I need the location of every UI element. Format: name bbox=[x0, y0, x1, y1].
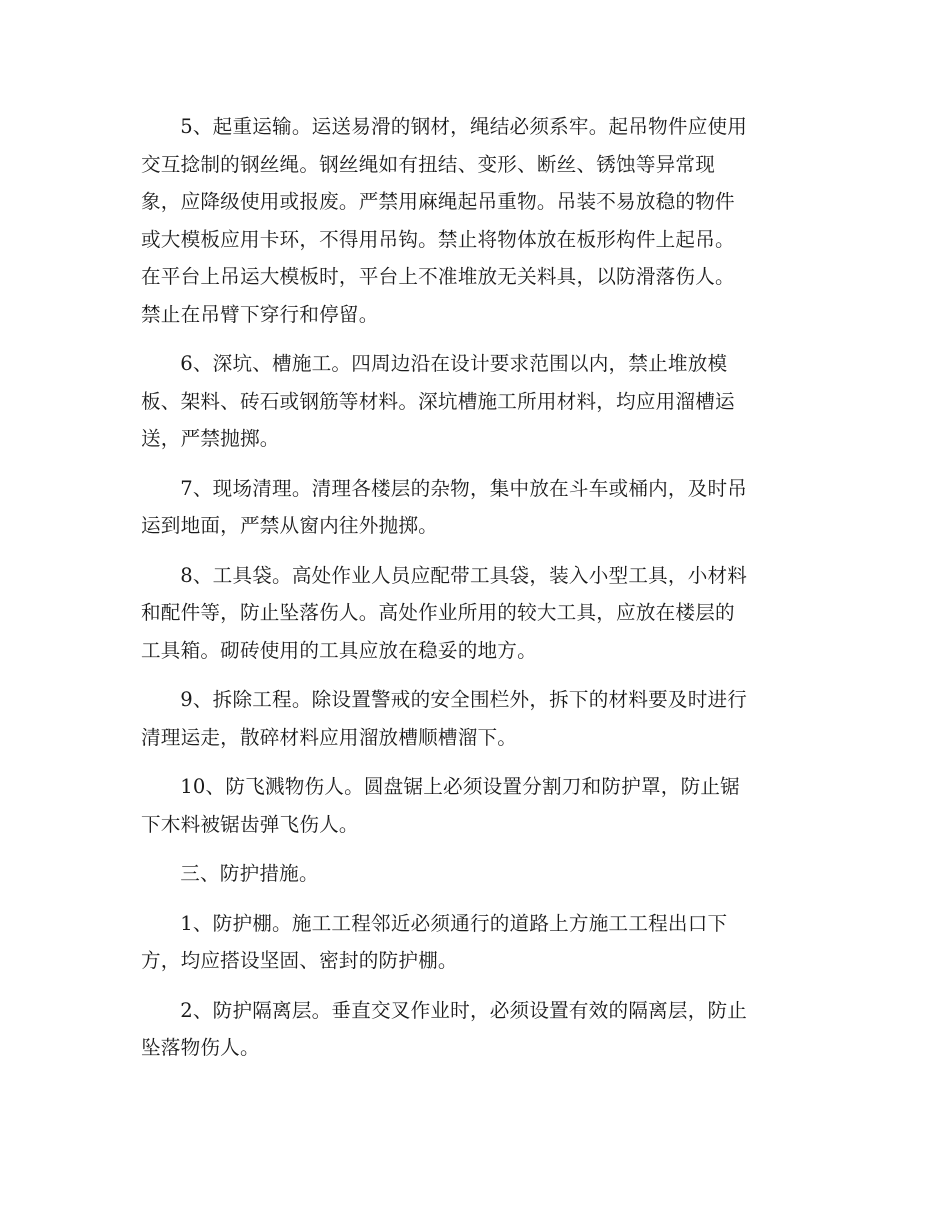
paragraph bbox=[141, 557, 809, 670]
text-line: 三、防护措施。 bbox=[180, 862, 319, 885]
text-line: 2、防护隔离层。垂直交叉作业时，必须设置有效的隔离层，防止 bbox=[180, 998, 748, 1022]
text-line: 下木料被锯齿弹飞伤人。 bbox=[141, 812, 359, 836]
paragraph bbox=[141, 992, 809, 1067]
text-line: 7、现场清理。清理各楼层的杂物，集中放在斗车或桶内，及时吊 bbox=[180, 476, 748, 500]
text-line: 禁止在吊臂下穿行和停留。 bbox=[141, 302, 379, 326]
text-line: 在平台上吊运大模板时，平台上不准堆放无关料具，以防滑落伤人。 bbox=[141, 265, 735, 288]
paragraph bbox=[141, 768, 809, 843]
paragraph bbox=[141, 108, 809, 333]
text-line: 和配件等，防止坠落伤人。高处作业所用的较大工具，应放在楼层的 bbox=[141, 601, 735, 624]
text-line: 8、工具袋。高处作业人员应配带工具袋，装入小型工具，小材料 bbox=[180, 563, 748, 587]
text-line: 或大模板应用卡环，不得用吊钩。禁止将物体放在板形构件上起吊。 bbox=[141, 227, 735, 251]
text-line: 象，应降级使用或报废。严禁用麻绳起吊重物。吊装不易放稳的物件 bbox=[141, 190, 735, 213]
text-line: 坠落物伤人。 bbox=[141, 1036, 260, 1059]
text-line: 交互捻制的钢丝绳。钢丝绳如有扭结、变形、断丝、锈蚀等异常现 bbox=[141, 152, 716, 176]
text-line: 10、防飞溅物伤人。圆盘锯上必须设置分割刀和防护罩，防止锯 bbox=[180, 775, 740, 798]
text-line: 6、深坑、槽施工。四周边沿在设计要求范围以内，禁止堆放模 bbox=[180, 352, 728, 375]
text-line: 9、拆除工程。除设置警戒的安全围栏外，拆下的材料要及时进行 bbox=[180, 688, 748, 711]
text-line: 工具箱。砌砖使用的工具应放在稳妥的地方。 bbox=[141, 638, 537, 662]
paragraph bbox=[141, 855, 809, 893]
document-body bbox=[141, 108, 809, 1079]
text-line: 5、起重运输。运送易滑的钢材，绳结必须系牢。起吊物件应使用 bbox=[180, 115, 748, 138]
text-line: 1、防护棚。施工工程邻近必须通行的道路上方施工工程出口下 bbox=[180, 911, 728, 935]
text-line: 送，严禁抛掷。 bbox=[141, 427, 280, 450]
text-line: 清理运走，散碎材料应用溜放槽顺槽溜下。 bbox=[141, 725, 518, 749]
paragraph bbox=[141, 470, 809, 545]
paragraph bbox=[141, 345, 809, 458]
text-line: 板、架料、砖石或钢筋等材料。深坑槽施工所用材料，均应用溜槽运 bbox=[141, 389, 735, 413]
text-line: 方，均应搭设坚固、密封的防护棚。 bbox=[141, 949, 458, 972]
text-line: 运到地面，严禁从窗内往外抛掷。 bbox=[141, 514, 438, 537]
paragraph bbox=[141, 681, 809, 756]
paragraph bbox=[141, 905, 809, 980]
